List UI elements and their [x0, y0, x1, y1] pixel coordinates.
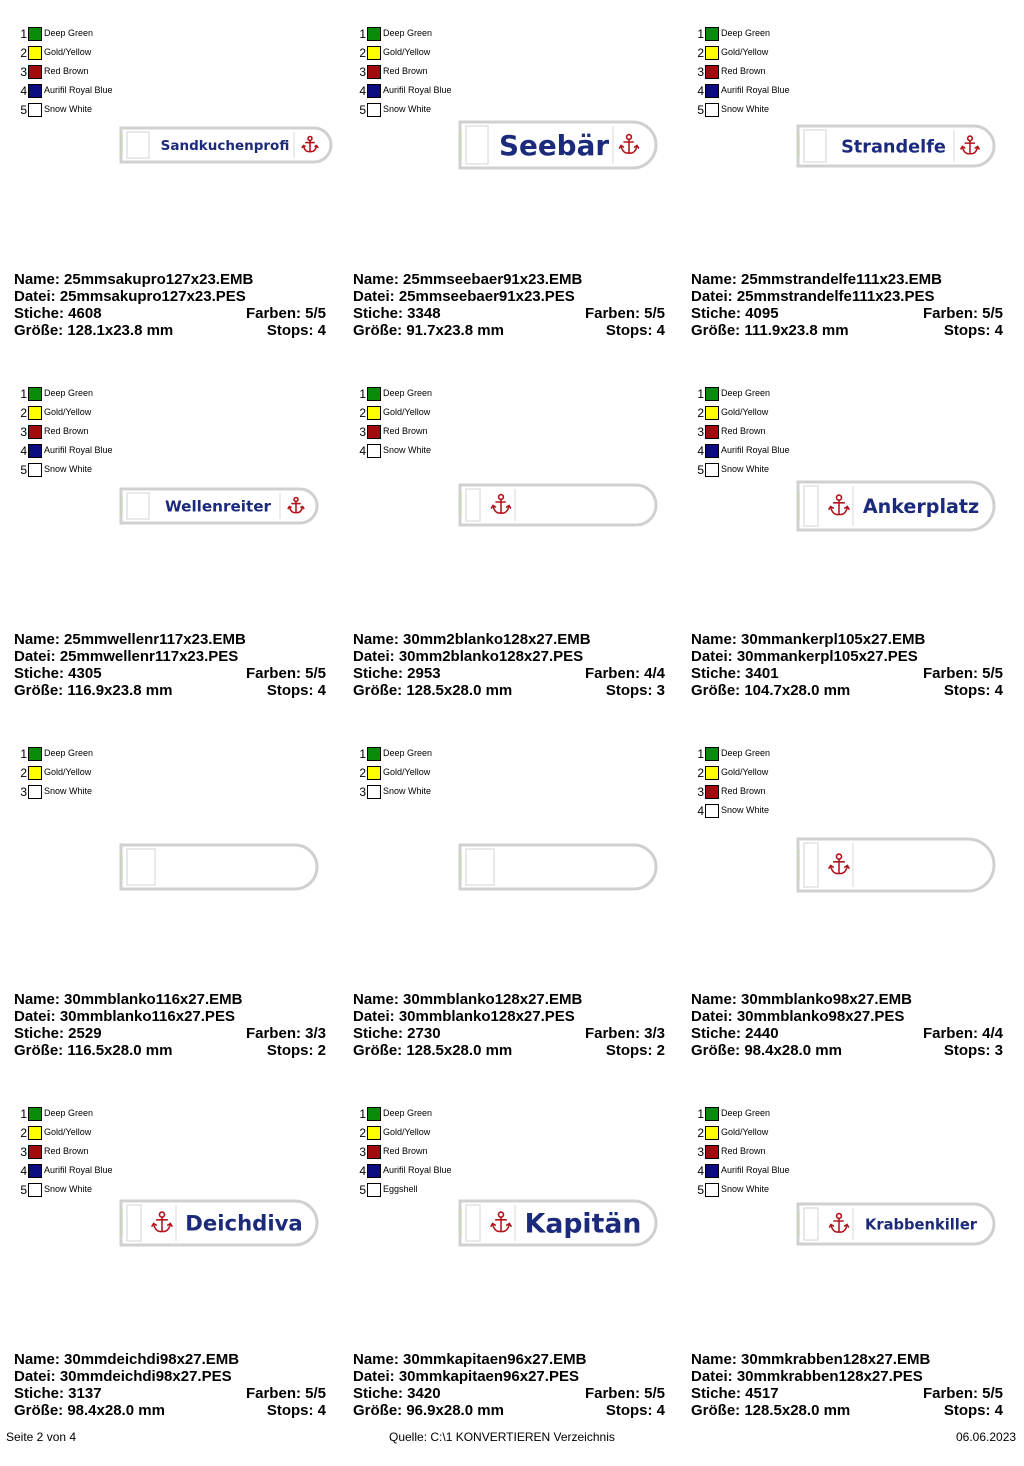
embroidery-preview: [459, 484, 657, 526]
design-info: [353, 631, 665, 699]
design-info: [14, 1351, 326, 1419]
color-count: Farben: 5/5: [245, 305, 326, 322]
color-swatch: [705, 84, 719, 98]
color-count: Farben: 5/5: [922, 1385, 1003, 1402]
thread-number: 2: [20, 766, 27, 780]
tag-outline-svg: [797, 125, 995, 167]
stop-count: Stops: 3: [943, 1042, 1003, 1059]
thread-number: 5: [20, 463, 27, 477]
embroidery-preview: [797, 481, 995, 531]
thread-number: 5: [697, 463, 704, 477]
thread-number: 4: [359, 444, 366, 458]
thread-name: Red Brown: [721, 426, 766, 436]
thread-name: Snow White: [721, 1184, 770, 1194]
thread-name: Gold/Yellow: [383, 407, 431, 417]
thread-number: 2: [359, 406, 366, 420]
design-size: Größe: 128.5x28.0 mm: [353, 1042, 513, 1059]
stitch-count: Stiche: 4305: [14, 665, 102, 682]
thread-number: 1: [359, 27, 366, 41]
thread-name: Deep Green: [44, 1108, 94, 1118]
thread-name: Gold/Yellow: [721, 407, 769, 417]
tag-border: [460, 845, 656, 889]
thread-name: Gold/Yellow: [383, 47, 431, 57]
stop-count: Stops: 2: [266, 1042, 326, 1059]
color-swatch: [367, 27, 381, 41]
stitch-count: Stiche: 3420: [353, 1385, 441, 1402]
design-size: Größe: 91.7x23.8 mm: [353, 322, 504, 339]
color-swatch: [367, 84, 381, 98]
embroidery-preview: [459, 844, 657, 890]
color-count: Farben: 5/5: [584, 1385, 665, 1402]
thread-number: 3: [359, 425, 366, 439]
tag-outline-svg: [120, 1200, 318, 1246]
color-swatch: [28, 463, 42, 477]
design-file: Datei: 25mmwellenr117x23.PES: [14, 648, 239, 665]
design-info: [353, 991, 665, 1059]
stitch-count: Stiche: 3137: [14, 1385, 102, 1402]
thread-name: Red Brown: [383, 1146, 428, 1156]
tag-outline-svg: [797, 481, 995, 531]
design-name: Name: 25mmseebaer91x23.EMB: [353, 271, 583, 288]
thread-name: Gold/Yellow: [383, 767, 431, 777]
design-name: Name: 30mmdeichdi98x27.EMB: [14, 1351, 240, 1368]
thread-name: Aurifil Royal Blue: [44, 445, 113, 455]
thread-name: Deep Green: [383, 748, 433, 758]
thread-name: Deep Green: [721, 1108, 771, 1118]
thread-name: Red Brown: [721, 786, 766, 796]
thread-name: Red Brown: [44, 426, 89, 436]
color-swatch: [705, 1107, 719, 1121]
embroidery-preview: [120, 1200, 318, 1246]
color-swatch: [705, 65, 719, 79]
color-swatch: [367, 444, 381, 458]
thread-name: Aurifil Royal Blue: [721, 85, 790, 95]
thread-number: 1: [20, 27, 27, 41]
thread-number: 2: [697, 46, 704, 60]
tag-outline-svg: [459, 1200, 657, 1246]
color-swatch: [28, 387, 42, 401]
thread-name: Gold/Yellow: [721, 1127, 769, 1137]
thread-name: Red Brown: [721, 66, 766, 76]
design-name: Name: 30mmblanko98x27.EMB: [691, 991, 912, 1008]
design-name: Name: 25mmstrandelfe111x23.EMB: [691, 271, 942, 288]
thread-name: Gold/Yellow: [721, 767, 769, 777]
design-info: [353, 1351, 665, 1419]
design-name: Name: 30mm2blanko128x27.EMB: [353, 631, 591, 648]
design-info: [691, 991, 1003, 1059]
tag-outline-svg: [459, 121, 657, 169]
color-swatch: [28, 406, 42, 420]
thread-number: 3: [20, 1145, 27, 1159]
thread-number: 4: [697, 84, 704, 98]
color-swatch: [705, 1183, 719, 1197]
design-size: Größe: 116.5x28.0 mm: [14, 1042, 173, 1059]
embroidery-preview: [120, 127, 332, 163]
color-swatch: [367, 46, 381, 60]
design-file: Datei: 25mmseebaer91x23.PES: [353, 288, 575, 305]
design-file: Datei: 30mmdeichdi98x27.PES: [14, 1368, 232, 1385]
design-name: Name: 25mmsakupro127x23.EMB: [14, 271, 254, 288]
thread-name: Deep Green: [721, 748, 771, 758]
design-size: Größe: 98.4x28.0 mm: [691, 1042, 842, 1059]
tag-embroidered-text: Kapitän: [524, 1208, 642, 1240]
thread-name: Deep Green: [44, 748, 94, 758]
color-swatch: [28, 425, 42, 439]
stitch-count: Stiche: 2529: [14, 1025, 102, 1042]
thread-name: Snow White: [721, 805, 770, 815]
stop-count: Stops: 4: [266, 1402, 326, 1419]
tag-outline-svg: [459, 484, 657, 526]
design-card: [14, 746, 344, 1106]
color-swatch: [705, 27, 719, 41]
thread-name: Snow White: [44, 1184, 93, 1194]
color-swatch: [367, 1107, 381, 1121]
thread-number: 4: [697, 1164, 704, 1178]
thread-number: 4: [20, 444, 27, 458]
color-swatch: [367, 406, 381, 420]
design-size: Größe: 128.5x28.0 mm: [691, 1402, 851, 1419]
thread-number: 3: [359, 65, 366, 79]
thread-number: 2: [359, 46, 366, 60]
thread-number: 1: [359, 747, 366, 761]
thread-name: Gold/Yellow: [44, 407, 92, 417]
design-info: [14, 271, 326, 339]
thread-number: 3: [359, 785, 366, 799]
color-swatch: [705, 1164, 719, 1178]
thread-number: 5: [20, 1183, 27, 1197]
stitch-count: Stiche: 3401: [691, 665, 779, 682]
tag-embroidered-text: Ankerplatz: [862, 494, 980, 518]
footer-page-number: Seite 2 von 4: [6, 1430, 77, 1444]
color-count: Farben: 4/4: [922, 1025, 1003, 1042]
thread-name: Red Brown: [44, 66, 89, 76]
color-count: Farben: 3/3: [245, 1025, 326, 1042]
thread-number: 4: [20, 84, 27, 98]
design-info: [691, 271, 1003, 339]
color-swatch: [705, 387, 719, 401]
thread-name: Deep Green: [383, 28, 433, 38]
thread-number: 1: [697, 387, 704, 401]
tag-border: [121, 845, 317, 889]
color-swatch: [28, 766, 42, 780]
design-card: [14, 386, 344, 746]
thread-number: 5: [359, 1183, 366, 1197]
thread-name: Gold/Yellow: [44, 47, 92, 57]
embroidery-preview: [797, 838, 995, 892]
color-swatch: [705, 1126, 719, 1140]
design-size: Größe: 104.7x28.0 mm: [691, 682, 851, 699]
stitch-count: Stiche: 2440: [691, 1025, 779, 1042]
thread-number: 2: [20, 46, 27, 60]
color-count: Farben: 5/5: [245, 1385, 326, 1402]
design-card: [353, 1106, 683, 1466]
design-name: Name: 30mmankerpl105x27.EMB: [691, 631, 926, 648]
design-file: Datei: 30mmblanko116x27.PES: [14, 1008, 235, 1025]
color-swatch: [28, 1145, 42, 1159]
color-swatch: [705, 463, 719, 477]
design-card: [691, 746, 1021, 1106]
color-swatch: [367, 785, 381, 799]
tag-outline-svg: [120, 127, 332, 163]
thread-number: 1: [20, 1107, 27, 1121]
thread-number: 5: [697, 1183, 704, 1197]
thread-number: 3: [697, 1145, 704, 1159]
thread-number: 1: [359, 1107, 366, 1121]
design-size: Größe: 96.9x28.0 mm: [353, 1402, 504, 1419]
color-swatch: [367, 387, 381, 401]
thread-number: 5: [20, 103, 27, 117]
color-swatch: [28, 1126, 42, 1140]
tag-embroidered-text: Sandkuchenprofi: [160, 137, 290, 154]
thread-name: Gold/Yellow: [44, 767, 92, 777]
tag-border: [798, 839, 994, 891]
tag-embroidered-text: Wellenreiter: [164, 497, 272, 516]
color-swatch: [705, 785, 719, 799]
color-swatch: [705, 444, 719, 458]
color-count: Farben: 3/3: [584, 1025, 665, 1042]
design-size: Größe: 98.4x28.0 mm: [14, 1402, 165, 1419]
color-swatch: [367, 103, 381, 117]
thread-number: 2: [697, 1126, 704, 1140]
thread-name: Snow White: [44, 786, 93, 796]
design-file: Datei: 25mmstrandelfe111x23.PES: [691, 288, 935, 305]
color-swatch: [367, 1183, 381, 1197]
thread-number: 2: [697, 406, 704, 420]
color-swatch: [705, 406, 719, 420]
thread-name: Gold/Yellow: [721, 47, 769, 57]
thread-number: 3: [20, 785, 27, 799]
tag-outline-svg: [797, 1203, 995, 1245]
design-name: Name: 25mmwellenr117x23.EMB: [14, 631, 246, 648]
thread-number: 4: [20, 1164, 27, 1178]
embroidery-preview: [459, 121, 657, 169]
thread-number: 4: [697, 444, 704, 458]
thread-name: Gold/Yellow: [383, 1127, 431, 1137]
design-card: [14, 1106, 344, 1466]
color-swatch: [28, 785, 42, 799]
thread-number: 4: [697, 804, 704, 818]
tag-embroidered-text: Krabbenkiller: [864, 1216, 978, 1234]
design-size: Größe: 116.9x23.8 mm: [14, 682, 173, 699]
design-name: Name: 30mmblanko128x27.EMB: [353, 991, 583, 1008]
thread-name: Red Brown: [383, 66, 428, 76]
design-info: [353, 271, 665, 339]
thread-name: Eggshell: [383, 1184, 418, 1194]
design-name: Name: 30mmblanko116x27.EMB: [14, 991, 243, 1008]
thread-name: Red Brown: [383, 426, 428, 436]
thread-name: Aurifil Royal Blue: [44, 85, 113, 95]
stitch-count: Stiche: 4608: [14, 305, 102, 322]
color-count: Farben: 5/5: [922, 665, 1003, 682]
stop-count: Stops: 4: [943, 322, 1003, 339]
color-swatch: [705, 804, 719, 818]
stop-count: Stops: 4: [943, 682, 1003, 699]
thread-number: 1: [20, 387, 27, 401]
design-size: Größe: 128.5x28.0 mm: [353, 682, 513, 699]
design-size: Größe: 111.9x23.8 mm: [691, 322, 849, 339]
color-swatch: [705, 1145, 719, 1159]
design-file: Datei: 30mmkrabben128x27.PES: [691, 1368, 923, 1385]
color-count: Farben: 5/5: [584, 305, 665, 322]
design-size: Größe: 128.1x23.8 mm: [14, 322, 174, 339]
color-swatch: [705, 766, 719, 780]
color-swatch: [28, 65, 42, 79]
design-file: Datei: 30mmkapitaen96x27.PES: [353, 1368, 579, 1385]
stitch-count: Stiche: 2730: [353, 1025, 441, 1042]
stop-count: Stops: 2: [605, 1042, 665, 1059]
design-card: [691, 1106, 1021, 1466]
stitch-count: Stiche: 3348: [353, 305, 441, 322]
thread-name: Aurifil Royal Blue: [383, 85, 452, 95]
stop-count: Stops: 3: [605, 682, 665, 699]
thread-number: 2: [359, 1126, 366, 1140]
design-file: Datei: 30mmblanko98x27.PES: [691, 1008, 905, 1025]
color-swatch: [28, 103, 42, 117]
color-swatch: [28, 27, 42, 41]
thread-number: 3: [20, 65, 27, 79]
color-swatch: [705, 103, 719, 117]
thread-name: Red Brown: [721, 1146, 766, 1156]
color-swatch: [28, 84, 42, 98]
tag-outline-svg: [120, 844, 318, 890]
design-card: [353, 26, 683, 386]
color-swatch: [705, 747, 719, 761]
thread-number: 5: [359, 103, 366, 117]
color-swatch: [367, 425, 381, 439]
tag-outline-svg: [459, 844, 657, 890]
thread-name: Aurifil Royal Blue: [721, 1165, 790, 1175]
design-info: [691, 1351, 1003, 1419]
thread-name: Gold/Yellow: [44, 1127, 92, 1137]
color-swatch: [367, 747, 381, 761]
thread-number: 2: [20, 406, 27, 420]
thread-name: Snow White: [383, 445, 432, 455]
thread-name: Aurifil Royal Blue: [383, 1165, 452, 1175]
tag-embroidered-text: Deichdiva: [185, 1210, 303, 1236]
embroidery-preview: [120, 488, 318, 524]
design-info: [14, 991, 326, 1059]
thread-name: Snow White: [721, 104, 770, 114]
design-file: Datei: 30mmblanko128x27.PES: [353, 1008, 575, 1025]
color-count: Farben: 5/5: [922, 305, 1003, 322]
thread-name: Aurifil Royal Blue: [721, 445, 790, 455]
thread-number: 1: [20, 747, 27, 761]
design-name: Name: 30mmkrabben128x27.EMB: [691, 1351, 931, 1368]
thread-name: Deep Green: [383, 388, 433, 398]
thread-number: 3: [359, 1145, 366, 1159]
color-swatch: [28, 1183, 42, 1197]
design-card: [353, 386, 683, 746]
thread-name: Deep Green: [383, 1108, 433, 1118]
color-swatch: [28, 1107, 42, 1121]
color-swatch: [28, 46, 42, 60]
thread-number: 2: [20, 1126, 27, 1140]
embroidery-preview: [120, 844, 318, 890]
tag-embroidered-text: Seebär: [498, 129, 610, 163]
color-swatch: [367, 766, 381, 780]
thread-name: Deep Green: [44, 388, 94, 398]
thread-name: Deep Green: [44, 28, 94, 38]
thread-name: Red Brown: [44, 1146, 89, 1156]
color-swatch: [367, 1126, 381, 1140]
thread-name: Snow White: [383, 104, 432, 114]
thread-number: 1: [697, 747, 704, 761]
design-card: [691, 386, 1021, 746]
color-count: Farben: 4/4: [584, 665, 665, 682]
embroidery-preview: [797, 1203, 995, 1245]
thread-number: 2: [359, 766, 366, 780]
footer-date: 06.06.2023: [956, 1430, 1017, 1444]
thread-number: 4: [359, 1164, 366, 1178]
thread-number: 3: [697, 65, 704, 79]
stop-count: Stops: 4: [605, 1402, 665, 1419]
thread-number: 3: [697, 425, 704, 439]
stop-count: Stops: 4: [943, 1402, 1003, 1419]
tag-border: [460, 485, 656, 525]
tag-outline-svg: [120, 488, 318, 524]
thread-number: 1: [697, 1107, 704, 1121]
design-card: [14, 26, 344, 386]
color-swatch: [705, 46, 719, 60]
thread-name: Snow White: [44, 464, 93, 474]
thread-number: 1: [697, 27, 704, 41]
thread-name: Snow White: [721, 464, 770, 474]
tag-outline-svg: [797, 838, 995, 892]
embroidery-preview: [459, 1200, 657, 1246]
color-swatch: [367, 1145, 381, 1159]
thread-number: 5: [697, 103, 704, 117]
stop-count: Stops: 4: [266, 322, 326, 339]
stitch-count: Stiche: 4517: [691, 1385, 779, 1402]
design-file: Datei: 30mmankerpl105x27.PES: [691, 648, 918, 665]
footer-source: Quelle: C:\1 KONVERTIEREN Verzeichnis: [389, 1430, 615, 1444]
stop-count: Stops: 4: [266, 682, 326, 699]
thread-name: Aurifil Royal Blue: [44, 1165, 113, 1175]
stitch-count: Stiche: 4095: [691, 305, 779, 322]
thread-name: Deep Green: [721, 388, 771, 398]
design-card: [353, 746, 683, 1106]
design-card: [691, 26, 1021, 386]
thread-number: 3: [697, 785, 704, 799]
thread-number: 4: [359, 84, 366, 98]
design-name: Name: 30mmkapitaen96x27.EMB: [353, 1351, 587, 1368]
color-swatch: [367, 1164, 381, 1178]
tag-embroidered-text: Strandelfe: [841, 137, 946, 158]
design-info: [14, 631, 326, 699]
color-count: Farben: 5/5: [245, 665, 326, 682]
color-swatch: [28, 1164, 42, 1178]
thread-number: 3: [20, 425, 27, 439]
stitch-count: Stiche: 2953: [353, 665, 441, 682]
color-swatch: [705, 425, 719, 439]
color-swatch: [28, 444, 42, 458]
thread-name: Snow White: [383, 786, 432, 796]
design-file: Datei: 25mmsakupro127x23.PES: [14, 288, 246, 305]
thread-name: Deep Green: [721, 28, 771, 38]
thread-number: 1: [359, 387, 366, 401]
embroidery-preview: [797, 125, 995, 167]
design-info: [691, 631, 1003, 699]
design-file: Datei: 30mm2blanko128x27.PES: [353, 648, 584, 665]
stop-count: Stops: 4: [605, 322, 665, 339]
color-swatch: [367, 65, 381, 79]
color-swatch: [28, 747, 42, 761]
thread-name: Snow White: [44, 104, 93, 114]
thread-number: 2: [697, 766, 704, 780]
